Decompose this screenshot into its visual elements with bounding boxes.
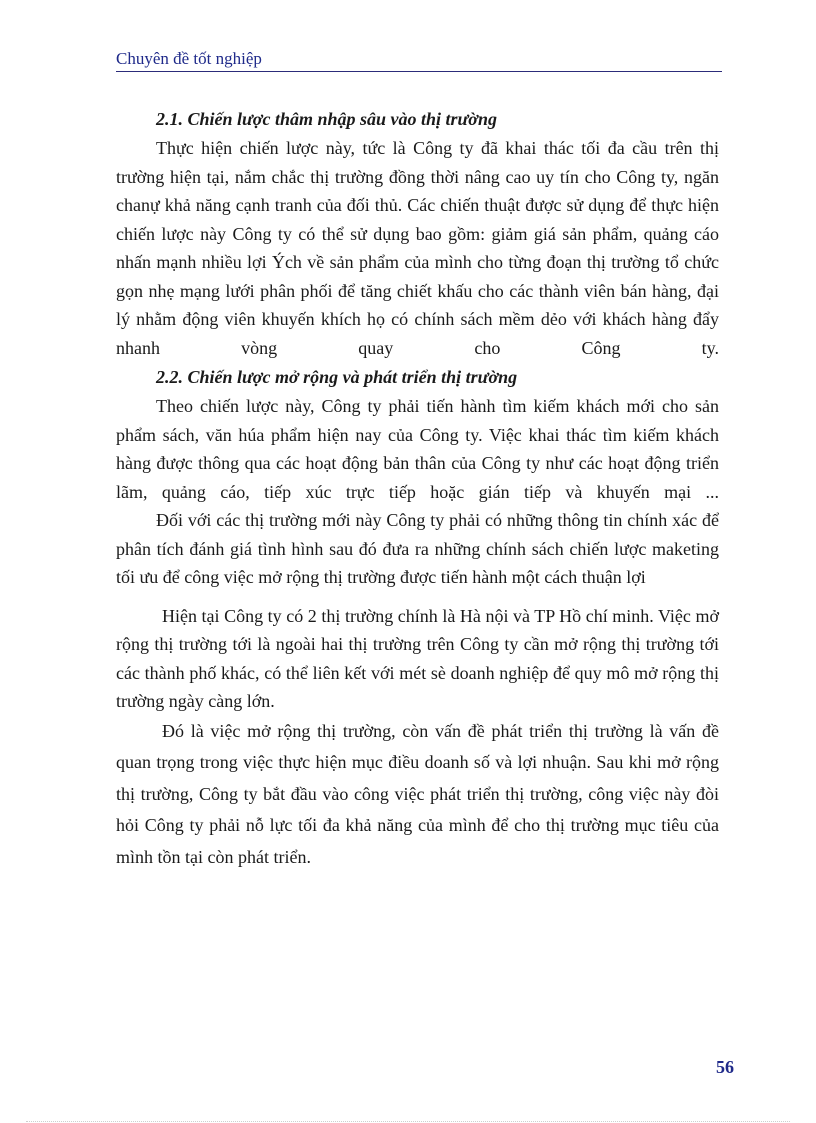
section-2-1-paragraph: Thực hiện chiến lược này, tức là Công ty đã khai thác tối đa cầu trên thị trường hiện tại, nắm chắc thị trường đồng thời nâng cao uy tín cho Công ty, ngăn chanự khả năng cạnh tranh của đối thủ. Các chiến thuật được sử dụng để thực hiện chiến lược này Công ty có thể sử dụng bao gồm: giảm giá sản phẩm, quảng cáo nhấn mạnh nhiều lợi Ých về sản phẩm của mình cho từng đoạn thị trường tổ chức gọn nhẹ mạng lưới phân phối để tăng chiết khấu cho các thành viên bán hàng, đại lý nhằm động viên khuyến khích họ có chính sách mềm dẻo với khách hàng đẩy nhanh vòng quay cho Công ty. <box>116 138 719 358</box>
section-heading-2-2: 2.2. Chiến lược mở rộng và phát triển thị trường <box>156 367 518 387</box>
section-heading-2-1: 2.1. Chiến lược thâm nhập sâu vào thị trường <box>156 109 497 129</box>
page-body <box>116 104 719 873</box>
section-2-2-paragraph-1: Theo chiến lược này, Công ty phải tiến hành tìm kiếm khách mới cho sản phẩm sách, văn húa phẩm hiện nay của Công ty. Việc khai thác tìm kiếm khách hàng được thông qua các hoạt động bản thân của Công ty như các hoạt động triển lãm, quảng cáo, tiếp xúc trực tiếp hoặc gián tiếp và khuyến mại ... <box>116 396 719 502</box>
page-number: 56 <box>716 1057 734 1077</box>
header-title: Chuyên đề tốt nghiệp <box>116 49 262 68</box>
section-2-2-paragraph-4: Đó là việc mở rộng thị trường, còn vấn đề phát triển thị trường là vấn đề quan trọng trong việc thực hiện mục điều doanh số và lợi nhuận. Sau khi mở rộng thị trường, Công ty bắt đầu vào công việc phát triển thị trường, công việc này đòi hỏi Công ty phải nỗ lực tối đa khả năng của mình để cho thị trường mục tiêu của mình tồn tại còn phát triển. <box>116 720 719 867</box>
section-2-2-paragraph-2: Đối với các thị trường mới này Công ty phải có những thông tin chính xác để phân tích đánh giá tình hình sau đó đưa ra những chính sách chiến lược maketing tối ưu để công việc mở rộng thị trường được tiến hành một cách thuận lợi <box>116 510 719 587</box>
page-bottom-divider <box>26 1121 790 1122</box>
section-2-2-paragraph-3: Hiện tại Công ty có 2 thị trường chính là Hà nội và TP Hồ chí minh. Việc mở rộng thị trường tới là ngoài hai thị trường trên Công ty cần mở rộng thị trường tới các thành phố khác, có thể liên kết với mét sè doanh nghiệp để quy mô mở rộng thị trường ngày càng lớn. <box>116 605 719 711</box>
running-header <box>116 47 722 72</box>
